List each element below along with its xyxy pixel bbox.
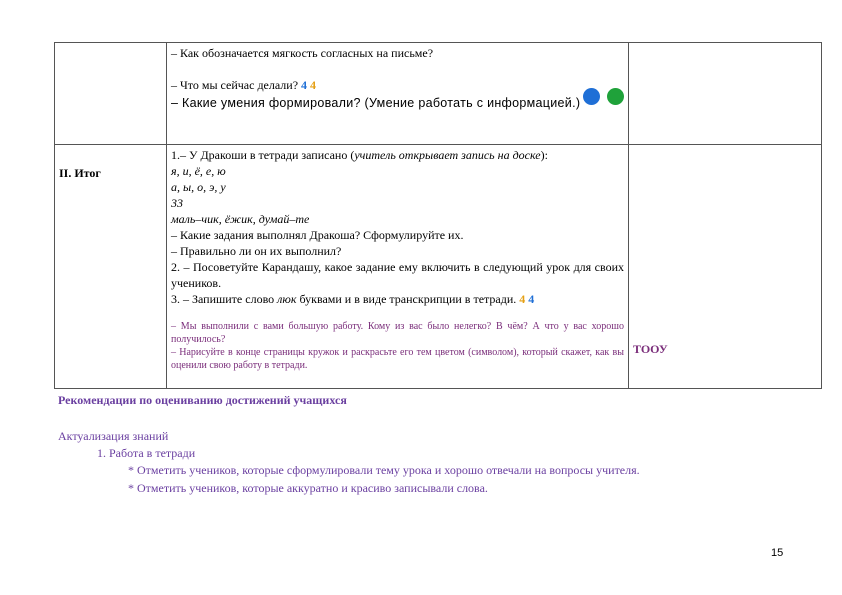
- bullet-item: * Отметить учеников, которые аккуратно и красиво записывали слова.: [128, 481, 488, 495]
- lesson-table: [54, 42, 822, 389]
- table-row: [55, 145, 822, 389]
- stage-cell: [55, 43, 167, 145]
- section-heading: Актуализация знаний: [58, 429, 169, 443]
- question-correct: – Правильно ли он их выполнил?: [171, 244, 342, 258]
- reflection-task: – Нарисуйте в конце страницы кружок и раскрасьте его тем цветом (символом), который скажет, как вы оценили свою работу в тетради.: [171, 347, 624, 371]
- score-orange: 4: [519, 292, 526, 306]
- stage-label: II. Итог: [59, 166, 101, 180]
- green-circle-icon: [607, 88, 624, 105]
- page-number: 15: [771, 547, 784, 559]
- task-intro: 1.– У Дракоши в тетради записано (учитель открывает запись на доске):: [171, 148, 548, 162]
- question-write: 3. – Запишите слово люк буквами и в виде транскрипции в тетради. 4 4: [171, 292, 535, 306]
- question-tasks: – Какие задания выполнял Дракоша? Сформулируйте их.: [171, 228, 464, 242]
- question-what-did: – Что мы сейчас делали? 4 4: [171, 78, 317, 92]
- bullet-item: * Отметить учеников, которые сформулировали тему урока и хорошо отвечали на вопросы учителя.: [128, 463, 640, 477]
- blue-circle-icon: [583, 88, 600, 105]
- table-row: [55, 43, 822, 145]
- score-blue: 4: [301, 78, 308, 92]
- content-cell: [167, 145, 629, 389]
- recommendations-title: Рекомендации по оцениванию достижений учащихся: [58, 393, 347, 407]
- list-item: 1. Работа в тетради: [97, 446, 196, 460]
- question-advise: 2. – Посоветуйте Карандашу, какое задание ему включить в следующий урок для своих учеников.: [171, 260, 624, 290]
- letter-sequence-2: а, ы, о, э, у: [171, 180, 226, 194]
- question-softness: – Как обозначается мягкость согласных на письме?: [171, 46, 434, 60]
- question-skills: – Какие умения формировали? (Умение работать с информацией.): [171, 96, 581, 110]
- content-cell: [167, 43, 629, 145]
- score-orange: 4: [310, 78, 317, 92]
- reflection-question: – Мы выполнили с вами большую работу. Кому из вас было нелегко? В чём? А что у вас хорошо получилось?: [171, 321, 624, 345]
- notes-cell: [629, 145, 822, 389]
- words-line: маль–чик, ёжик, думай–те: [171, 212, 310, 226]
- toou-label: ТООУ: [633, 342, 668, 356]
- number-33: 33: [171, 196, 183, 210]
- stage-cell: [55, 145, 167, 389]
- letter-sequence-1: я, и, ё, е, ю: [171, 164, 226, 178]
- notes-cell: [629, 43, 822, 145]
- score-blue: 4: [528, 292, 535, 306]
